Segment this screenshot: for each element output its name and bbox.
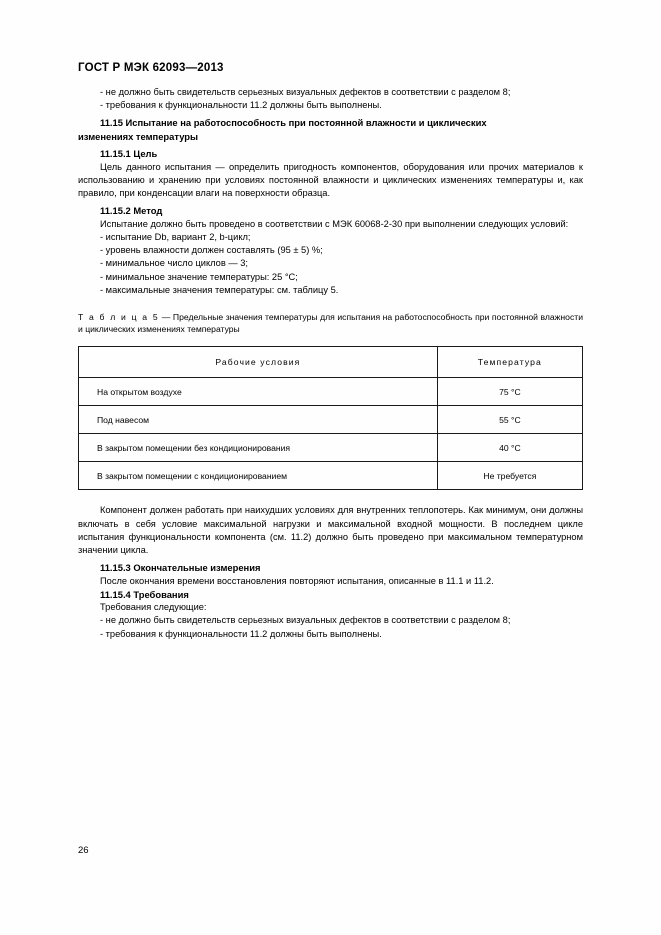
table-cell-condition: На открытом воздухе	[79, 378, 438, 406]
section-body-11-15-2: Испытание должно быть проведено в соответствии с МЭК 60068-2-30 при выполнении следующих условий:	[100, 218, 569, 229]
table-header-row	[79, 347, 583, 378]
temperature-limits-table	[78, 346, 583, 490]
bullet-item: - не должно быть свидетельств серьезных визуальных дефектов в соответствии с разделом 8;	[100, 87, 511, 97]
bullet-item: - уровень влажности должен составлять (95 ± 5) %;	[100, 245, 323, 256]
page-content	[78, 86, 583, 641]
table-cell-temperature: Не требуется	[437, 462, 582, 490]
bullet-item: - требования к функциональности 11.2 должны быть выполнены.	[100, 628, 382, 639]
table-header-conditions: Рабочие условия	[79, 347, 438, 378]
table-caption-label: Т а б л и ц а 5	[78, 312, 160, 323]
bullet-item: - минимальное число циклов — 3;	[100, 258, 248, 269]
table-row	[79, 434, 583, 462]
table-cell-temperature: 55 °С	[437, 406, 582, 434]
table-row	[79, 406, 583, 434]
table-row	[79, 462, 583, 490]
section-heading-11-15-3: 11.15.3 Окончательные измерения	[100, 562, 261, 574]
after-table-paragraph: Компонент должен работать при наихудших условиях для внутренних теплопотерь. Как минимум, они должны включать в себя условие максимальной нагрузки и максимальной входной мощности. В последнем цикле испытания функциональности компонента (см. 11.2) должно быть проведено при максимальном температурном значении цикла.	[78, 505, 583, 556]
bullet-item: - требования к функциональности 11.2 должны быть выполнены.	[100, 100, 382, 111]
page-header: ГОСТ Р МЭК 62093—2013	[78, 62, 224, 74]
bullet-item: - испытание Db, вариант 2, b-цикл;	[100, 232, 251, 243]
table-cell-condition: В закрытом помещении с кондиционированием	[79, 462, 438, 490]
table-cell-condition: Под навесом	[79, 406, 438, 434]
table-cell-temperature: 75 °С	[437, 378, 582, 406]
section-heading-11-15-2: 11.15.2 Метод	[100, 205, 163, 217]
spacer	[78, 490, 583, 504]
table-caption	[78, 311, 583, 335]
bullet-item: - не должно быть свидетельств серьезных визуальных дефектов в соответствии с разделом 8;	[100, 615, 511, 626]
bullet-item: - максимальные значения температуры: см. таблицу 5.	[100, 284, 339, 295]
section-heading-11-15-line2: изменениях температуры	[78, 131, 199, 142]
table-header-temperature: Температура	[437, 347, 582, 378]
section-heading-11-15-4: 11.15.4 Требования	[100, 588, 189, 600]
table-cell-condition: В закрытом помещении без кондиционирования	[79, 434, 438, 462]
section-body-11-15-4: Требования следующие:	[100, 602, 207, 613]
table-row	[79, 378, 583, 406]
section-heading-11-15-1: 11.15.1 Цель	[100, 148, 158, 160]
spacer	[78, 297, 583, 311]
section-body-11-15-1: Цель данного испытания — определить пригодность компонентов, оборудования или прочих материалов к использованию и хранению при условиях постоянной влажности и циклических изменениях температуры и, как правило, при конденсации влаги на поверхности образца.	[78, 161, 583, 199]
table-caption-text: — Предельные значения температуры для испытания на работоспособность при постоянной влажности и циклических изменениях температуры	[78, 312, 583, 335]
section-heading-11-15-line1: 11.15 Испытание на работоспособность при постоянной влажности и циклических	[100, 117, 487, 129]
page-number: 26	[78, 845, 89, 856]
bullet-item: - минимальное значение температуры: 25 °С;	[100, 271, 298, 282]
section-body-11-15-3: После окончания времени восстановления повторяют испытания, описанные в 11.1 и 11.2.	[100, 575, 494, 586]
table-cell-temperature: 40 °С	[437, 434, 582, 462]
